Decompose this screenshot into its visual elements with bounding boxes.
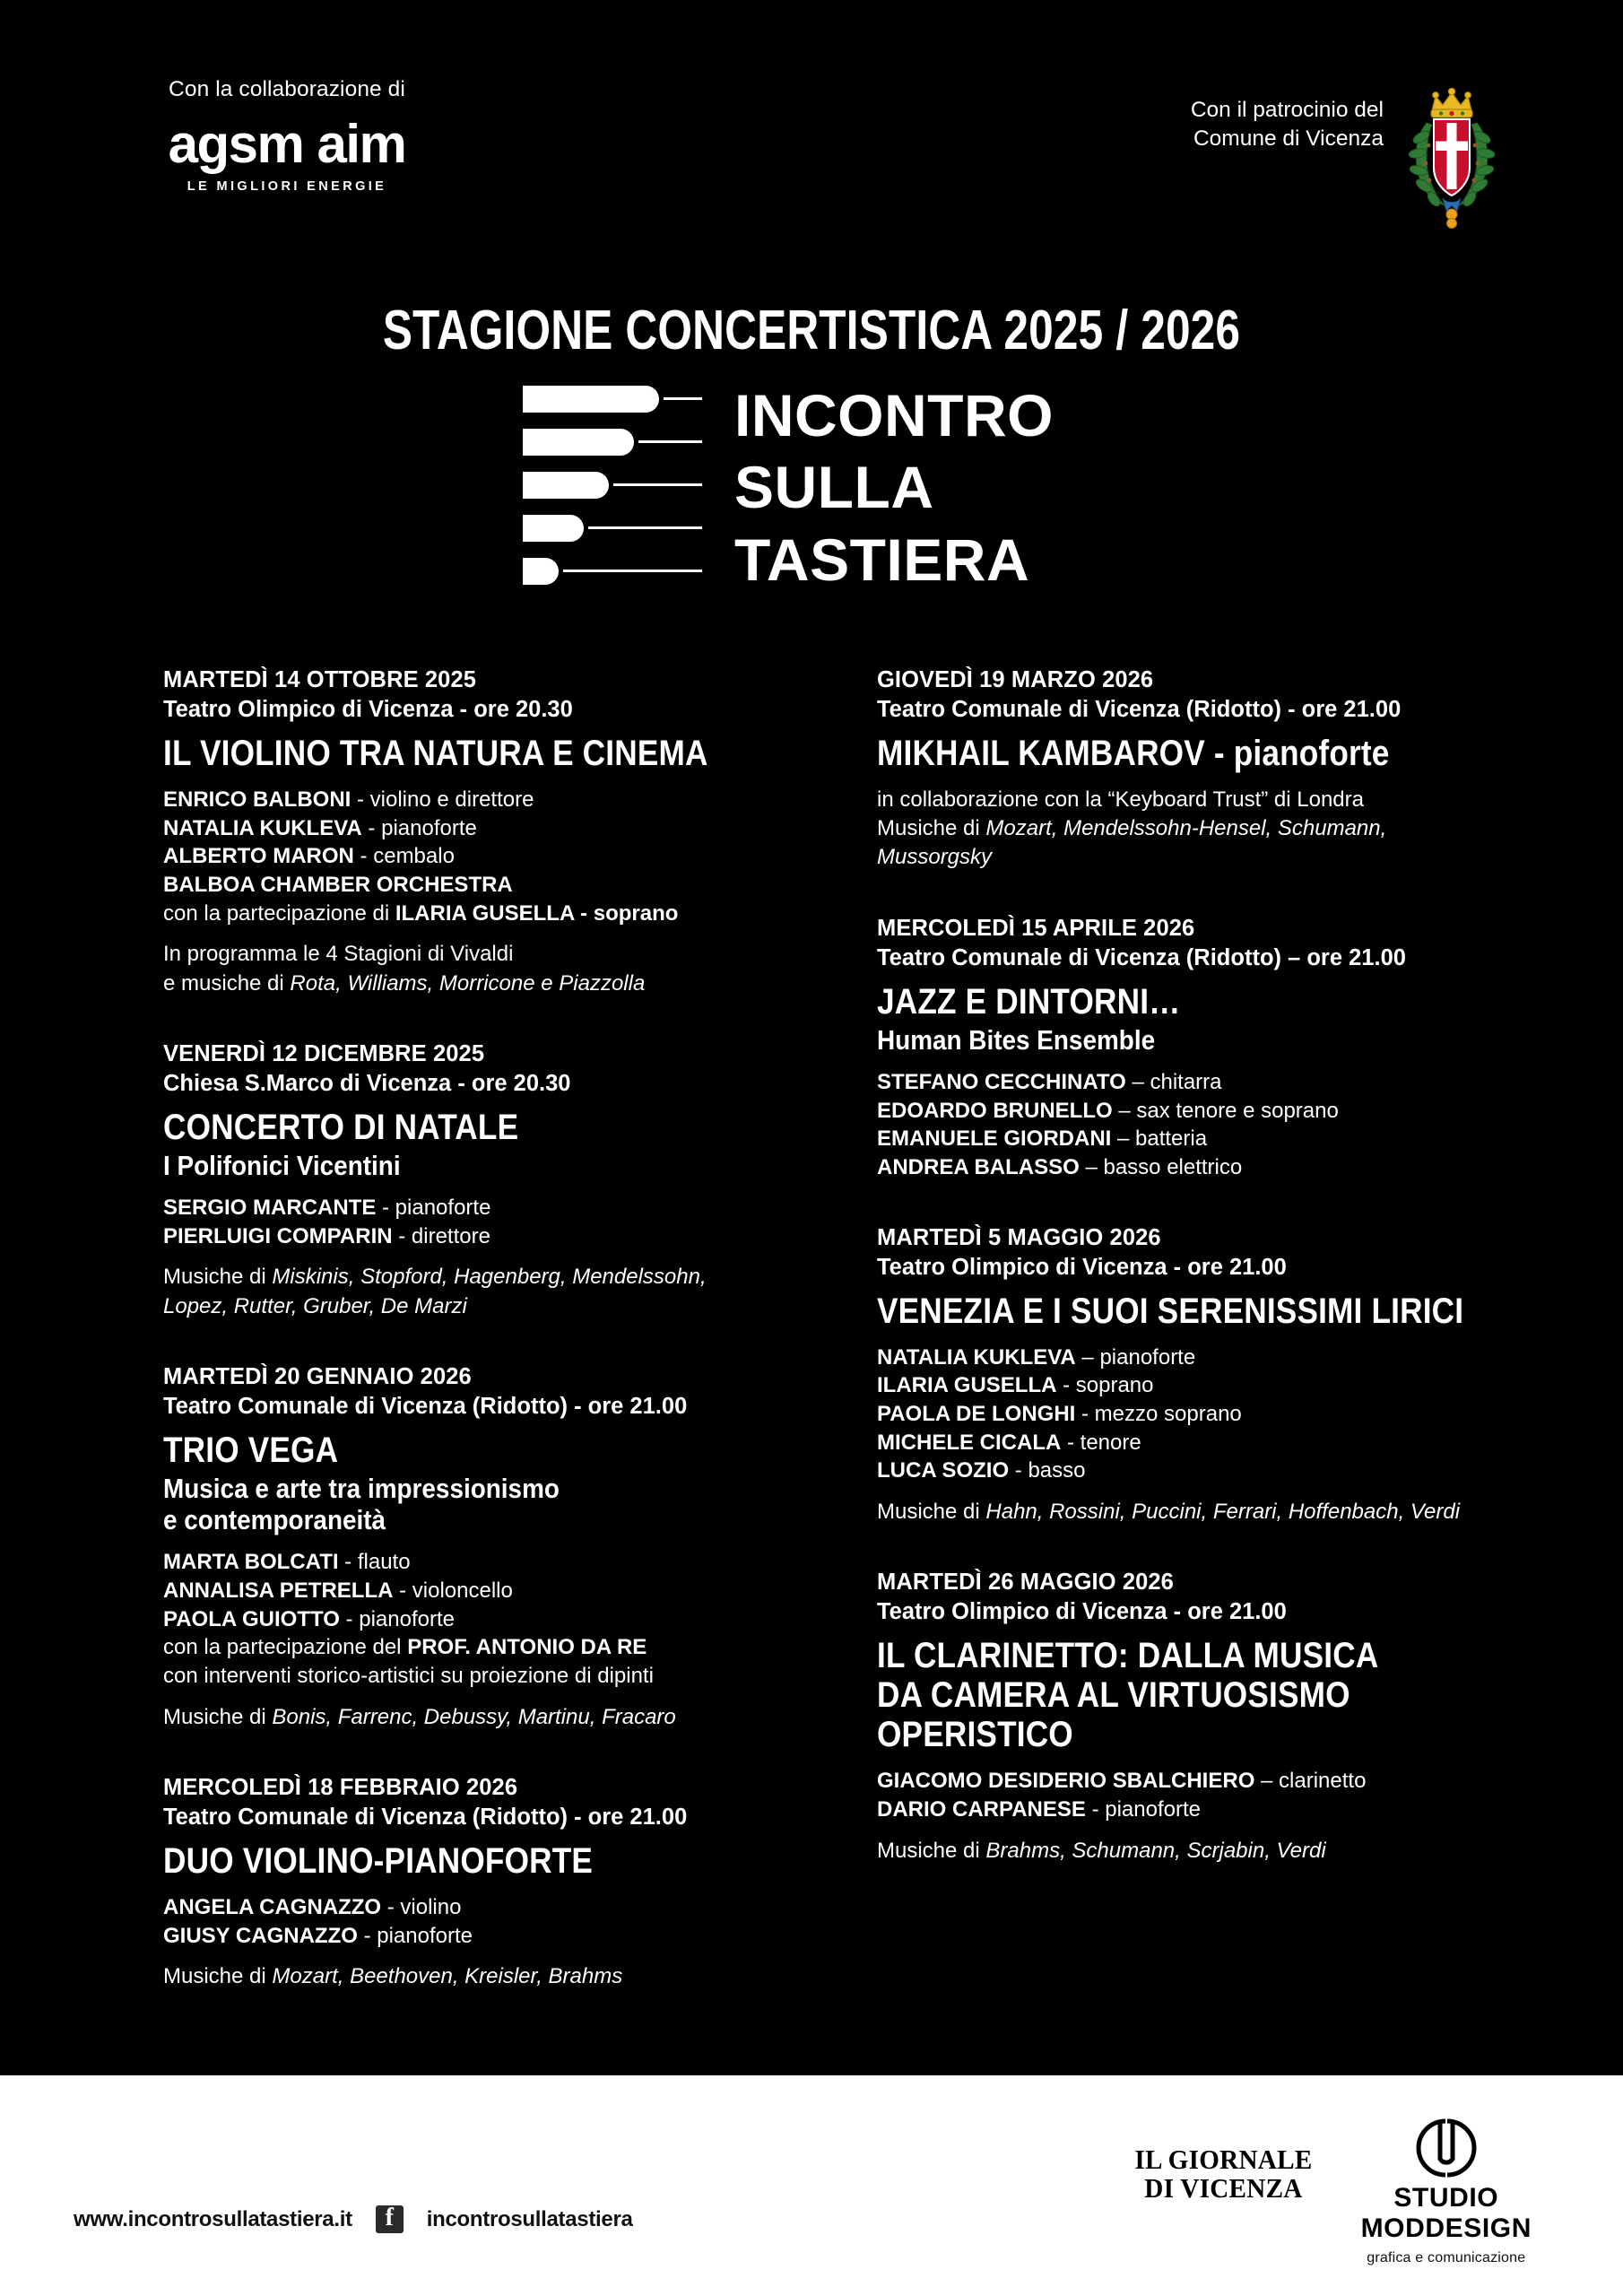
cast-line: EMANUELE GIORDANI – batteria — [877, 1126, 1208, 1152]
event-venue: Teatro Comunale di Vicenza (Ridotto) - ore 21.00 — [163, 1805, 688, 1831]
event-date: MARTEDÌ 20 GENNAIO 2026 — [163, 1363, 472, 1389]
agsm-aim-tagline: LE MIGLIORI ENERGIE — [187, 179, 387, 195]
note-line: Musiche di Hahn, Rossini, Puccini, Ferrari, Hoffenbach, Verdi — [877, 1499, 1461, 1524]
event-block — [877, 1223, 1505, 1569]
event-spacer — [877, 1182, 1505, 1223]
event-notes — [163, 1263, 791, 1320]
note-line: Lopez, Rutter, Gruber, De Marzi — [163, 1293, 467, 1318]
event-date: MARTEDÌ 14 OTTOBRE 2025 — [163, 667, 477, 692]
note-line: Musiche di Brahms, Schumann, Scrjabin, Verdi — [877, 1838, 1326, 1863]
patronage-caption-line1: Con il patrocinio del — [1190, 98, 1384, 122]
event-cast — [877, 1767, 1505, 1823]
event-venue: Teatro Comunale di Vicenza (Ridotto) - ore 21.00 — [877, 697, 1402, 723]
event-subtitle: Musica e arte tra impressionismo e contemporaneità — [163, 1472, 560, 1536]
cast-line: ANDREA BALASSO – basso elettrico — [877, 1154, 1243, 1179]
event-block — [877, 665, 1505, 914]
patronage-block — [1191, 85, 1497, 229]
event-title: TRIO VEGA — [163, 1430, 339, 1470]
event-title: IL CLARINETTO: DALLA MUSICA DA CAMERA AL VIRTUOSISMO OPERISTICO — [877, 1636, 1379, 1755]
cast-line: EDOARDO BRUNELLO – sax tenore e soprano — [877, 1098, 1339, 1123]
footer-sponsor-logos — [1129, 2113, 1532, 2266]
event-spacer — [877, 1866, 1505, 1907]
cast-line: con la partecipazione del PROF. ANTONIO DA RE — [163, 1635, 647, 1660]
agsm-aim-logo — [139, 114, 435, 195]
note-line: Musiche di Bonis, Farrenc, Debussy, Martinu, Fracaro — [163, 1704, 676, 1729]
event-block — [163, 665, 791, 1039]
event-spacer — [877, 873, 1505, 914]
event-spacer — [877, 1526, 1505, 1568]
footer-contacts — [74, 2205, 633, 2233]
cast-line: PAOLA DE LONGHI - mezzo soprano — [877, 1401, 1242, 1426]
note-line: Mussorgsky — [877, 845, 993, 870]
facebook-handle[interactable]: incontrosullatastiera — [426, 2206, 633, 2231]
event-block — [877, 914, 1505, 1223]
cast-line: LUCA SOZIO - basso — [877, 1458, 1086, 1483]
note-line: Musiche di Mozart, Beethoven, Kreisler, Brahms — [163, 1964, 623, 1989]
giornale-line2: DI VICENZA — [1143, 2171, 1303, 2204]
event-notes — [877, 786, 1505, 872]
event-block — [163, 1773, 791, 2033]
brand-wordmark — [734, 382, 1054, 602]
collaboration-block — [139, 76, 435, 194]
brand-word-sulla: SULLA — [734, 454, 934, 521]
cast-line: DARIO CARPANESE - pianoforte — [877, 1796, 1201, 1822]
event-venue: Teatro Olimpico di Vicenza - ore 20.30 — [163, 697, 573, 723]
moddesign-line1: STUDIO — [1393, 2183, 1499, 2213]
event-spacer — [163, 998, 791, 1039]
events-column-left — [163, 665, 791, 2033]
moddesign-wordmark — [1361, 2183, 1532, 2243]
brand-word-incontro: INCONTRO — [734, 382, 1054, 448]
event-date: VENERDÌ 12 DICEMBRE 2025 — [163, 1040, 485, 1066]
event-block — [163, 1362, 791, 1773]
event-cast — [163, 1194, 791, 1250]
cast-line: ILARIA GUSELLA - soprano — [877, 1373, 1154, 1398]
note-line: e musiche di Rota, Williams, Morricone e Piazzolla — [163, 970, 646, 996]
event-block — [163, 1039, 791, 1362]
note-line: in collaborazione con la “Keyboard Trust” di Londra — [877, 787, 1364, 813]
note-line: Musiche di Miskinis, Stopford, Hagenberg, Mendelssohn, — [163, 1265, 707, 1290]
note-line: In programma le 4 Stagioni di Vivaldi — [163, 942, 514, 967]
cast-line: NATALIA KUKLEVA – pianoforte — [877, 1344, 1196, 1370]
event-cast — [163, 786, 791, 927]
event-title: IL VIOLINO TRA NATURA E CINEMA — [163, 734, 708, 774]
brand-word-tastiera: TASTIERA — [734, 526, 1030, 593]
event-venue: Teatro Olimpico di Vicenza - ore 21.00 — [877, 1599, 1287, 1625]
event-title: VENEZIA E I SUOI SERENISSIMI LIRICI — [877, 1291, 1464, 1331]
cast-line: PIERLUIGI COMPARIN - direttore — [163, 1223, 490, 1248]
event-title: CONCERTO DI NATALE — [163, 1107, 519, 1147]
moddesign-monogram-icon — [1361, 2113, 1532, 2183]
patronage-caption-line2: Comune di Vicenza — [1193, 126, 1384, 152]
event-venue: Teatro Comunale di Vicenza (Ridotto) – ore 21.00 — [877, 944, 1406, 970]
studio-moddesign-logo — [1361, 2113, 1532, 2266]
agsm-aim-wordmark: agsm aim — [168, 114, 406, 175]
events-column-right — [877, 665, 1505, 1907]
event-notes — [877, 1498, 1505, 1526]
event-spacer — [163, 1321, 791, 1362]
event-date: MARTEDÌ 26 MAGGIO 2026 — [877, 1570, 1174, 1596]
cast-line: MARTA BOLCATI - flauto — [163, 1550, 411, 1575]
event-venue: Chiesa S.Marco di Vicenza - ore 20.30 — [163, 1070, 571, 1096]
event-block — [877, 1568, 1505, 1907]
event-title: DUO VIOLINO-PIANOFORTE — [163, 1841, 594, 1882]
cast-line: MICHELE CICALA - tenore — [877, 1430, 1141, 1455]
cast-line: ANNALISA PETRELLA - violoncello — [163, 1578, 513, 1604]
event-date: MERCOLEDÌ 15 APRILE 2026 — [877, 915, 1195, 941]
events-columns — [0, 665, 1623, 2029]
cast-line: con la partecipazione di ILARIA GUSELLA - soprano — [163, 900, 679, 926]
cast-line: con interventi storico-artistici su proiezione di dipinti — [163, 1664, 654, 1689]
event-spacer — [163, 1992, 791, 2033]
note-line: Musiche di Mozart, Mendelssohn-Hensel, Schumann, — [877, 816, 1387, 841]
event-cast — [877, 1068, 1505, 1182]
poster-footer — [0, 2075, 1623, 2296]
moddesign-tagline: grafica e comunicazione — [1367, 2250, 1526, 2266]
cast-line: STEFANO CECCHINATO – chitarra — [877, 1069, 1222, 1094]
cast-line: BALBOA CHAMBER ORCHESTRA — [163, 873, 513, 898]
event-notes — [877, 1837, 1505, 1866]
event-cast — [877, 1344, 1505, 1485]
event-title: JAZZ E DINTORNI… — [877, 981, 1181, 1022]
event-title: MIKHAIL KAMBAROV - pianoforte — [877, 734, 1390, 774]
poster-header — [0, 0, 1623, 269]
cast-line: GIUSY CAGNAZZO - pianoforte — [163, 1923, 473, 1948]
giornale-line1: IL GIORNALE — [1134, 2144, 1313, 2175]
event-spacer — [163, 1732, 791, 1773]
event-venue: Teatro Comunale di Vicenza (Ridotto) - ore 21.00 — [163, 1393, 688, 1419]
event-venue: Teatro Olimpico di Vicenza - ore 21.00 — [877, 1254, 1287, 1280]
cast-line: ANGELA CAGNAZZO - violino — [163, 1895, 462, 1920]
brand-lockup — [523, 382, 1054, 602]
event-date: MARTEDÌ 5 MAGGIO 2026 — [877, 1224, 1161, 1250]
moddesign-line2: MODDESIGN — [1360, 2213, 1532, 2243]
cast-line: ENRICO BALBONI - violino e direttore — [163, 787, 534, 813]
cast-line: PAOLA GUIOTTO - pianoforte — [163, 1606, 455, 1631]
season-title: STAGIONE CONCERTISTICA 2025 / 2026 — [382, 300, 1241, 361]
collaboration-caption: Con la collaborazione di — [169, 77, 405, 101]
facebook-icon[interactable] — [376, 2205, 404, 2233]
il-giornale-di-vicenza-logo — [1129, 2113, 1318, 2202]
cast-line: ALBERTO MARON - cembalo — [163, 844, 455, 869]
cast-line: SERGIO MARCANTE - pianoforte — [163, 1196, 491, 1221]
event-subtitle: I Polifonici Vicentini — [163, 1149, 401, 1181]
cast-line: GIACOMO DESIDERIO SBALCHIERO – clarinetto — [877, 1769, 1367, 1794]
coat-of-arms-vicenza-icon — [1407, 85, 1497, 229]
event-cast — [163, 1548, 791, 1690]
website-link[interactable]: www.incontrosullatastiera.it — [74, 2206, 352, 2231]
event-notes — [163, 1703, 791, 1732]
event-notes — [163, 1962, 791, 1991]
event-notes — [163, 940, 791, 997]
piano-keys-logo-icon — [523, 386, 702, 592]
cast-line: NATALIA KUKLEVA - pianoforte — [163, 815, 477, 840]
event-date: MERCOLEDÌ 18 FEBBRAIO 2026 — [163, 1774, 518, 1800]
event-subtitle: Human Bites Ensemble — [877, 1023, 1156, 1056]
patronage-caption — [1191, 85, 1384, 154]
event-date: GIOVEDÌ 19 MARZO 2026 — [877, 667, 1154, 692]
event-cast — [163, 1893, 791, 1950]
